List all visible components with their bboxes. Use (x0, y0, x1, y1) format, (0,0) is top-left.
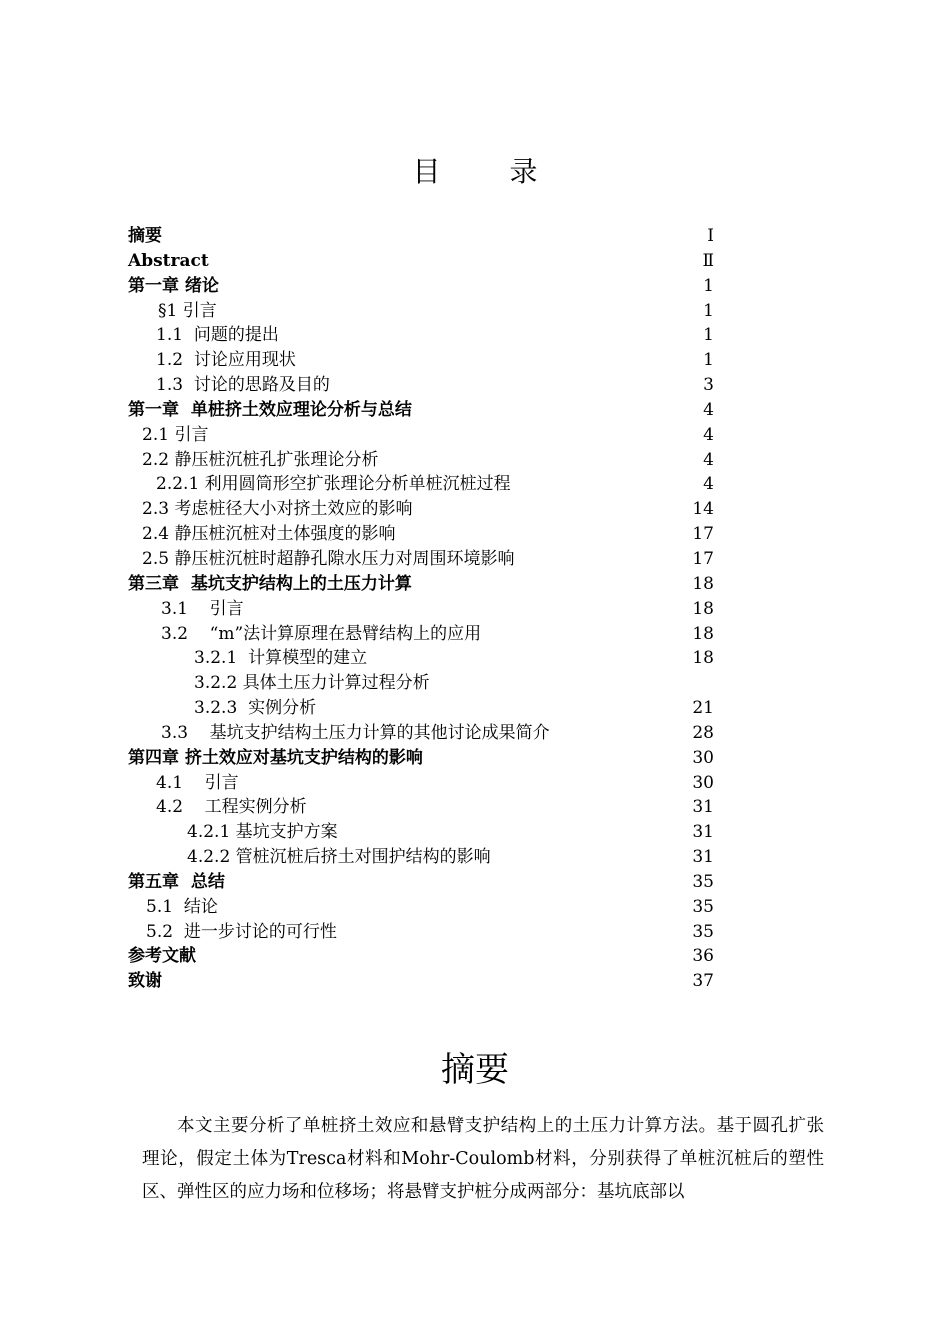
toc-entry[interactable] (128, 373, 714, 398)
toc-entry-page: 30 (692, 747, 714, 768)
toc-entry[interactable] (128, 299, 714, 324)
toc-entry[interactable] (128, 348, 714, 373)
toc-entry-page: 17 (692, 548, 714, 569)
toc-entry-label: 第一章 单桩挤土效应理论分析与总结 (128, 399, 412, 420)
toc-entry[interactable] (128, 920, 714, 945)
toc-entry-page: 35 (692, 896, 714, 917)
toc-entry-page: 18 (692, 623, 714, 644)
toc-entry-page: 1 (703, 275, 714, 296)
toc-entry[interactable] (128, 969, 714, 994)
toc-entry-label: Abstract (128, 250, 209, 271)
toc-entry-page: 30 (692, 772, 714, 793)
toc-entry[interactable] (128, 448, 714, 473)
toc-entry-page: 18 (692, 648, 714, 669)
toc-entry[interactable] (128, 771, 714, 796)
toc-entry-page: 4 (703, 474, 714, 495)
toc-entry-label: 3.2.1 计算模型的建立 (194, 648, 368, 669)
toc-entry-label: 3.2.2 具体土压力计算过程分析 (194, 673, 430, 694)
toc-entry[interactable] (128, 671, 714, 696)
toc-entry-page: 35 (692, 921, 714, 942)
toc-entry[interactable] (128, 249, 714, 274)
table-of-contents (128, 224, 714, 994)
toc-entry[interactable] (128, 820, 714, 845)
toc-entry-page: 35 (692, 871, 714, 892)
toc-entry[interactable] (128, 870, 714, 895)
toc-entry[interactable] (128, 472, 714, 497)
toc-entry-page: 3 (703, 375, 714, 396)
toc-entry-label: 4.1 引言 (156, 772, 239, 793)
toc-entry-label: 2.1 引言 (142, 424, 209, 445)
toc-entry[interactable] (128, 622, 714, 647)
toc-entry[interactable] (128, 522, 714, 547)
toc-entry-page: 1 (703, 350, 714, 371)
toc-entry[interactable] (128, 845, 714, 870)
toc-entry-label: 参考文献 (128, 946, 196, 967)
toc-entry[interactable] (128, 423, 714, 448)
toc-entry[interactable] (128, 597, 714, 622)
toc-entry[interactable] (128, 323, 714, 348)
toc-entry[interactable] (128, 274, 714, 299)
toc-entry[interactable] (128, 572, 714, 597)
toc-entry[interactable] (128, 224, 714, 249)
toc-entry-page: 31 (692, 797, 714, 818)
toc-entry-page: Ⅰ (707, 226, 714, 246)
toc-entry[interactable] (128, 944, 714, 969)
toc-entry-label: §1 引言 (158, 300, 217, 321)
toc-entry-label: 5.1 结论 (146, 896, 218, 917)
toc-entry-label: 4.2.2 管桩沉桩后挤土对围护结构的影响 (187, 847, 491, 868)
toc-entry-page: 1 (703, 300, 714, 321)
toc-entry-label: 致谢 (128, 971, 162, 992)
toc-entry-label: 3.3 基坑支护结构土压力计算的其他讨论成果简介 (161, 722, 550, 743)
toc-entry-page: 4 (703, 424, 714, 445)
toc-entry-label: 第四章 挤土效应对基坑支护结构的影响 (128, 747, 423, 768)
toc-entry[interactable] (128, 646, 714, 671)
toc-entry-page: 31 (692, 822, 714, 843)
toc-entry-label: 2.5 静压桩沉桩时超静孔隙水压力对周围环境影响 (142, 548, 515, 569)
toc-entry-page: Ⅱ (702, 250, 714, 271)
toc-entry[interactable] (128, 696, 714, 721)
toc-entry-label: 2.2 静压桩沉桩孔扩张理论分析 (142, 449, 379, 470)
toc-entry[interactable] (128, 497, 714, 522)
toc-entry-page: 18 (692, 573, 714, 594)
toc-entry-page: 21 (692, 698, 714, 719)
toc-entry-label: 1.1 问题的提出 (156, 325, 279, 346)
toc-entry-label: 3.2.3 实例分析 (194, 698, 317, 719)
toc-entry-page: 37 (692, 971, 714, 992)
toc-entry-label: 3.2 “m”法计算原理在悬臂结构上的应用 (161, 623, 482, 644)
toc-entry-label: 5.2 进一步讨论的可行性 (146, 921, 337, 942)
toc-entry-page: 1 (703, 325, 714, 346)
toc-entry-page: 17 (692, 524, 714, 545)
toc-entry-page: 31 (692, 847, 714, 868)
toc-entry-label: 摘要 (128, 226, 162, 246)
toc-entry-page: 18 (692, 598, 714, 619)
toc-entry[interactable] (128, 547, 714, 572)
toc-entry[interactable] (128, 721, 714, 746)
toc-entry-page: 28 (692, 722, 714, 743)
toc-entry-page: 14 (692, 499, 714, 520)
toc-title: 目 录 (412, 155, 568, 188)
toc-entry-page: 4 (703, 449, 714, 470)
toc-entry-label: 第五章 总结 (128, 871, 225, 892)
abstract-body: 本文主要分析了单桩挤土效应和悬臂支护结构上的土压力计算方法。基于圆孔扩张理论，假定土体为Tresca材料和Mohr-Coulomb材料，分别获得了单桩沉桩后的塑性区、弹性区的应力场和位移场；将悬臂支护桩分成两部分：基坑底部以 (142, 1116, 824, 1202)
toc-entry[interactable] (128, 895, 714, 920)
toc-entry-label: 1.3 讨论的思路及目的 (156, 375, 330, 396)
toc-entry[interactable] (128, 746, 714, 771)
toc-entry[interactable] (128, 795, 714, 820)
toc-entry[interactable] (128, 398, 714, 423)
toc-entry-label: 第一章 绪论 (128, 275, 219, 296)
toc-entry-label: 第三章 基坑支护结构上的土压力计算 (128, 573, 412, 594)
toc-entry-label: 2.3 考虑桩径大小对挤土效应的影响 (142, 499, 413, 520)
toc-entry-label: 4.2 工程实例分析 (156, 797, 307, 818)
toc-entry-label: 1.2 讨论应用现状 (156, 350, 296, 371)
abstract-title: 摘要 (441, 1050, 509, 1090)
toc-entry-label: 2.4 静压桩沉桩对土体强度的影响 (142, 524, 396, 545)
toc-entry-label: 2.2.1 利用圆筒形空扩张理论分析单桩沉桩过程 (156, 474, 511, 495)
toc-entry-label: 3.1 引言 (161, 598, 244, 619)
toc-entry-page: 36 (692, 946, 714, 967)
toc-entry-page: 4 (703, 399, 714, 420)
toc-entry-label: 4.2.1 基坑支护方案 (187, 822, 338, 843)
